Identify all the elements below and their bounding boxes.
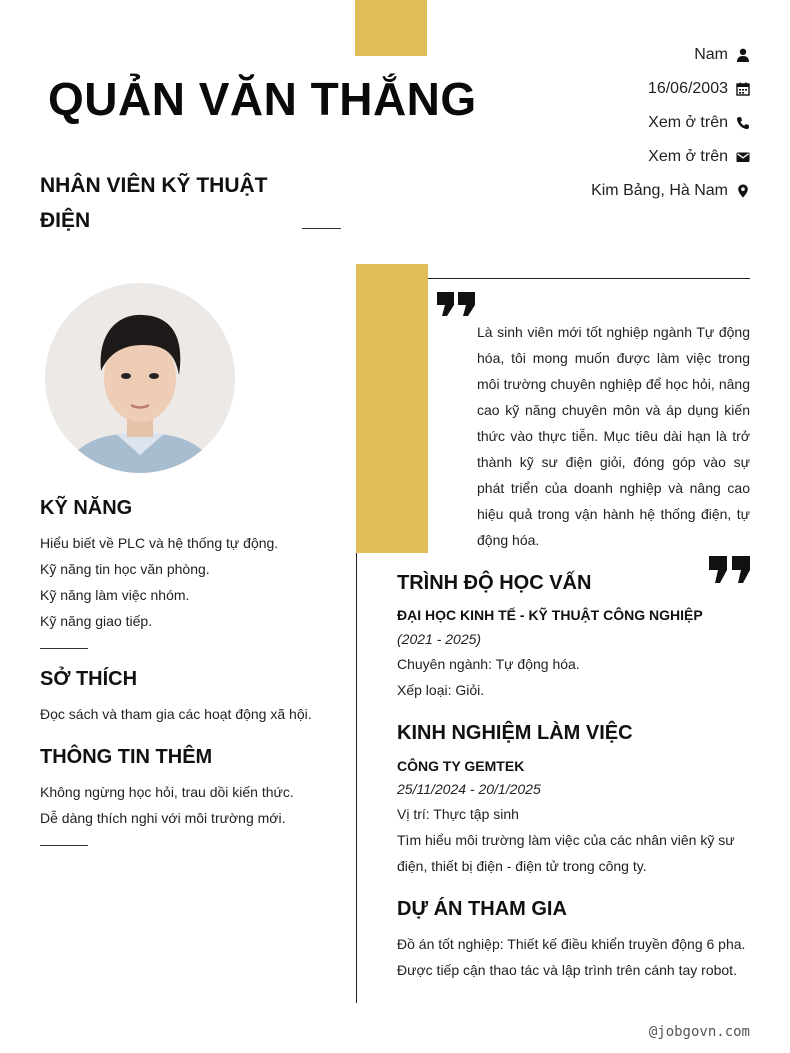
skills-title: KỸ NĂNG [40,497,133,519]
extra-info-list [40,779,294,831]
education-line: Xếp loại: Giỏi. [397,682,485,698]
top-accent-block [355,0,427,56]
contact-gender [490,38,750,72]
extra-info-divider [40,845,88,846]
skills-list [40,530,278,634]
extra-info-item: Không ngừng học hỏi, trau dồi kiến thức. [40,784,294,800]
experience-period: 25/11/2024 - 20/1/2025 [397,781,541,797]
contact-list [490,38,750,208]
experience-details [397,801,750,879]
candidate-name: QUẢN VĂN THẮNG [48,73,477,125]
hobby-item: Đọc sách và tham gia các hoạt động xã hội. [40,706,312,722]
contact-email [490,140,750,174]
contact-email-text: Xem ở trên [648,148,728,165]
quote-close-icon [709,556,750,583]
skill-item: Kỹ năng làm việc nhóm. [40,587,190,603]
contact-phone [490,106,750,140]
column-divider [356,553,357,1003]
projects-title: DỰ ÁN THAM GIA [397,898,567,920]
contact-phone-text: Xem ở trên [648,114,728,131]
projects-list [397,931,745,983]
hobbies-list [40,701,312,727]
education-details [397,651,580,703]
user-icon [736,48,750,62]
skill-item: Hiểu biết về PLC và hệ thống tự động. [40,535,279,551]
profile-photo [45,283,235,473]
experience-title: KINH NGHIỆM LÀM VIỆC [397,722,633,744]
experience-description: Tìm hiểu môi trường làm việc của các nhân viên kỹ sư điện, thiết bị điện - điện tử trong công ty. [397,832,735,874]
education-school: ĐẠI HỌC KINH TẾ - KỸ THUẬT CÔNG NGHIỆP [397,607,703,623]
calendar-icon [736,82,750,96]
career-objective: Là sinh viên mới tốt nghiệp ngành Tự động hóa, tôi mong muốn được làm việc trong môi trường chuyên nghiệp để học hỏi, nâng cao kỹ năng chuyên môn và áp dụng kiến thức vào thực tiễn. Mục tiêu dài hạn là trở thành kỹ sư điện giỏi, đóng góp vào sự phát triển của doanh nghiệp và nâng cao hiệu quả trong vận hành hệ thống điện, tự động hóa. [477,324,750,548]
job-title-divider [302,228,341,229]
objective-top-rule [428,278,750,279]
contact-gender-text: Nam [694,46,728,63]
extra-info-title: THÔNG TIN THÊM [40,746,213,768]
experience-position: Vị trí: Thực tập sinh [397,806,519,822]
education-title: TRÌNH ĐỘ HỌC VẤN [397,572,592,594]
contact-birthdate-text: 16/06/2003 [647,80,728,97]
mail-icon [736,150,750,164]
experience-company: CÔNG TY GEMTEK [397,758,525,774]
hobbies-title: SỞ THÍCH [40,668,138,690]
accent-block [356,264,428,553]
skill-item: Kỹ năng tin học văn phòng. [40,561,210,577]
education-period: (2021 - 2025) [397,631,482,647]
project-item: Được tiếp cận thao tác và lập trình trên cánh tay robot. [397,962,737,978]
extra-info-item: Dễ dàng thích nghi với môi trường mới. [40,810,286,826]
footer-watermark: @jobgovn.com [648,1024,750,1040]
location-pin-icon [736,184,750,198]
skills-divider [40,648,88,649]
quote-open-icon [437,292,475,316]
skill-item: Kỹ năng giao tiếp. [40,613,153,629]
project-item: Đồ án tốt nghiệp: Thiết kế điều khiển truyền động 6 pha. [397,936,746,952]
education-line: Chuyên ngành: Tự động hóa. [397,656,580,672]
phone-icon [736,116,750,130]
contact-birthdate [490,72,750,106]
contact-address-text: Kim Bảng, Hà Nam [591,182,728,199]
job-title: NHÂN VIÊN KỸ THUẬT ĐIỆN [40,174,268,232]
contact-address [490,174,750,208]
